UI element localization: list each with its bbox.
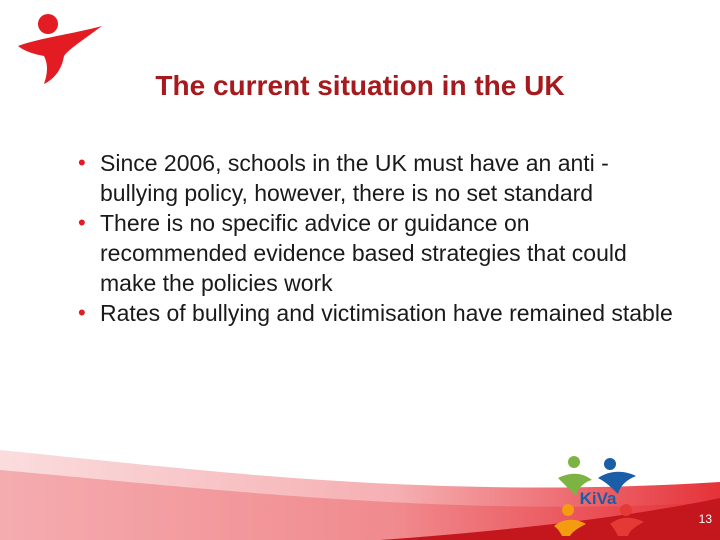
bullet-item	[78, 148, 678, 208]
bullet-list	[78, 148, 678, 328]
bullet-text: There is no specific advice or guidance on recommended evidence based strategies that could make the policies work	[100, 210, 627, 296]
kiva-logo-text: KiVa	[579, 489, 617, 508]
bullet-dot-icon: •	[78, 210, 86, 235]
bullet-dot-icon: •	[78, 150, 86, 175]
page-number: 13	[698, 512, 712, 526]
kiva-logo-icon	[548, 452, 648, 536]
bullet-text: Since 2006, schools in the UK must have an anti -bullying policy, however, there is no set standard	[100, 150, 609, 206]
bullet-text: Rates of bullying and victimisation have remained stable	[100, 300, 673, 326]
bullet-dot-icon: •	[78, 300, 86, 325]
slide-title: The current situation in the UK	[155, 70, 565, 101]
bullet-item	[78, 298, 678, 328]
bullet-item	[78, 208, 678, 298]
